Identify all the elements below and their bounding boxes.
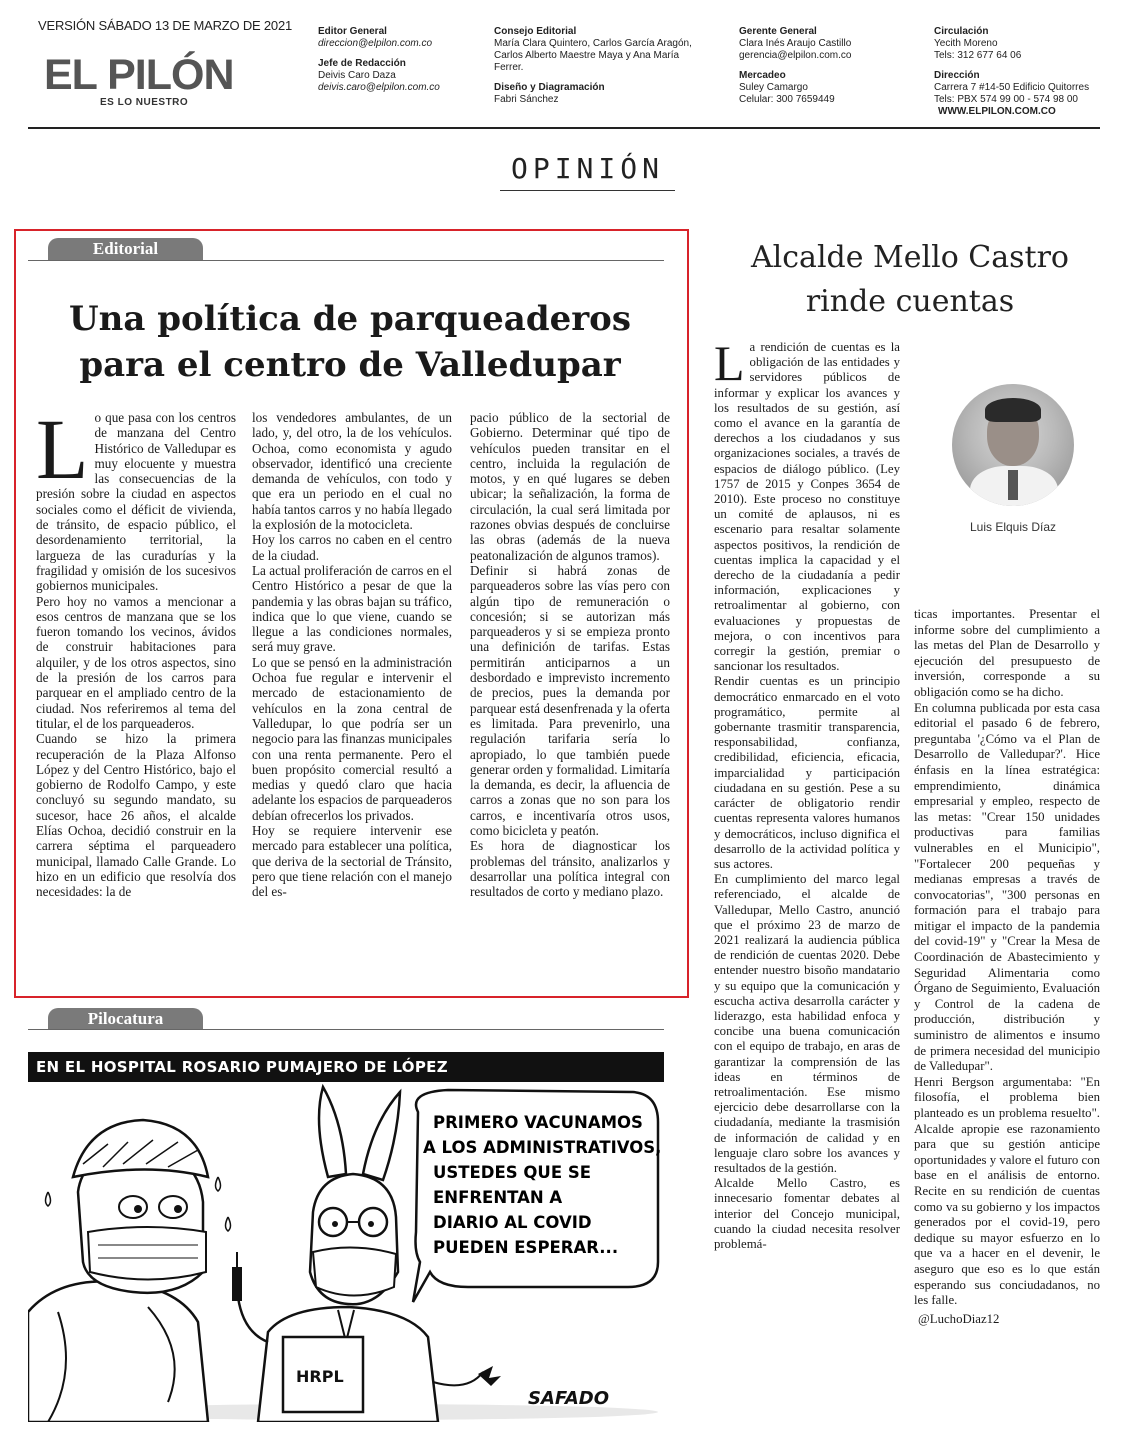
paragraph: pacio público de la sectorial de Gobierno. Determinar qué tipo de vehículos pueden transitar en el centro, incluida la regulación de motos, y en qué lugares se deben ubicar; la señalización, la forma de circulación, la cual será limitada por razones obvias después de concluirse las obras (además de la nueva peatonalización de algunos tramos). xyxy=(470,410,670,563)
donkey-tail xyxy=(433,1372,483,1385)
sweat-drop xyxy=(46,1192,51,1206)
paragraph: Henri Bergson argumentaba: "En filosofía, el problema bien planteado es un problema resuelto". Alcalde apropie ese razonamiento para que su gestión anticipe oportunidades y valore el futuro con base en el análisis de entorno. Recite en su rendición de cuentas como va su gobierno y los impactos generados por el covid-19, pero dedique su mayor esfuerzo en lo que va a hacer en el devenir, le aseguro que eso es lo que están esperando sus conciudadanos, no les falle. xyxy=(914,1074,1100,1308)
paragraph: a rendición de cuentas es la obligación de las entidades y servidores públicos de informar y explicar los avances y los resultados de su gestión, así como el avance en la garantía de derechos a los ciudadanos y sus organizaciones sociales, a través de espacios de diálogo público. (Ley 1757 de 2015 y Conpes 3654 de 2010). Este proceso no constituye un comité de aplausos, ni es escenario para resaltar solamente aspectos positivos, la rendición de cuentas implica la capacidad y el derecho de la ciudadanía a pedir información, explicaciones y retroalimentar al gobierno, con evaluaciones y propuestas de mejora, o con incentivos para corregir la gestión, premiar o sancionar los resultados. xyxy=(714,340,900,674)
staff-email: deivis.caro@elpilon.com.co xyxy=(318,82,440,93)
face-mask xyxy=(88,1227,206,1280)
sweat-drop xyxy=(226,1217,231,1231)
donkey-ear xyxy=(319,1087,346,1177)
section-title-underline xyxy=(500,190,675,191)
headline-line: rinde cuentas xyxy=(805,284,1015,319)
pilocatura-label-rule xyxy=(28,1029,664,1030)
staff-email: direccion@elpilon.com.co xyxy=(318,38,433,49)
staff-block-gerente xyxy=(739,26,909,106)
website-link[interactable]: WWW.ELPILON.COM.CO xyxy=(938,106,1056,117)
cartoon-banner: EN EL HOSPITAL ROSARIO PUMAJERO DE LÓPEZ xyxy=(28,1052,664,1082)
edition-date: VERSIÓN SÁBADO 13 DE MARZO DE 2021 xyxy=(38,18,293,33)
doctor-eye xyxy=(159,1196,187,1218)
doctor-pupil xyxy=(174,1205,182,1213)
author-name: Luis Elquis Díaz xyxy=(969,520,1057,534)
column-body-1 xyxy=(714,335,900,1252)
staff-block-consejo xyxy=(494,26,714,106)
doctor-pupil xyxy=(134,1205,142,1213)
staff-email: gerencia@elpilon.com.co xyxy=(739,50,852,61)
paragraph: Cuando se hizo la primera recuperación de la Plaza Alfonso López y del Centro Histórico, bajo el gobierno de Rodolfo Campo, y este concluyó su segundo mandato, su sucesor, hace 26 años, el alcalde Elías Ochoa, decidió construir en la carrera séptima el parqueadero municipal, llamado Calle Grande. Lo hizo en un edificio que resolvía dos necesidades: la de xyxy=(36,731,236,900)
staff-name: María Clara Quintero, Carlos García Aragón, xyxy=(494,38,692,49)
paragraph: ticas importantes. Presentar el informe sobre del cumplimiento a las metas del Plan de Desarrollo y ejecución del presupuesto de inversión, corresponde a su obligación como se ha dicho. xyxy=(914,607,1100,699)
author-handle: @LuchoDiaz12 xyxy=(918,1311,1000,1326)
staff-title: Circulación xyxy=(934,26,989,37)
donkey-ear xyxy=(363,1092,400,1180)
paragraph: Es hora de diagnosticar los problemas del tránsito, analizarlos y desarrollar una política integral con resultados de corto y mediano plazo. xyxy=(470,838,670,900)
paragraph: Hoy los carros no caben en el centro de la ciudad. xyxy=(252,532,452,563)
tail-tuft xyxy=(478,1366,501,1386)
editorial-column-3 xyxy=(470,410,670,900)
staff-name: Fabri Sánchez xyxy=(494,94,559,105)
photo-hair xyxy=(985,398,1041,422)
surgical-cap xyxy=(73,1120,208,1177)
staff-phone: Tels: PBX 574 99 00 - 574 98 00 xyxy=(934,94,1078,105)
staff-name: Deivis Caro Daza xyxy=(318,70,396,81)
drop-cap: L xyxy=(36,401,89,497)
drop-cap: L xyxy=(714,335,745,391)
paragraph: los vendedores ambulantes, de un lado, y, del otro, la de los vehículos. Ochoa, como economista y agudo observador, identificó una creciente demanda de vehículos, con todo y que era un periodo en el cual no había tantos carros y no había llegado la explosión de la motocicleta. xyxy=(252,410,452,533)
folder-label: HRPL xyxy=(296,1367,344,1386)
editorial-column-2 xyxy=(252,410,452,900)
doctor-coat xyxy=(28,1281,208,1422)
staff-name: Suley Camargo xyxy=(739,82,808,93)
staff-block-circulacion xyxy=(934,26,1104,118)
donkey-arm xyxy=(238,1297,268,1342)
speech-line: A LOS ADMINISTRATIVOS, xyxy=(423,1138,662,1157)
author-photo xyxy=(952,384,1074,506)
speech-line: PRIMERO VACUNAMOS xyxy=(433,1113,643,1132)
section-title: OPINIÓN xyxy=(510,152,664,185)
vaccine-syringe xyxy=(232,1267,242,1301)
sweat-drop xyxy=(216,1177,221,1191)
staff-phone: Tels: 312 677 64 06 xyxy=(934,50,1022,61)
masthead-divider xyxy=(28,127,1100,129)
speech-line: ENFRENTAN A xyxy=(433,1188,563,1207)
paragraph: En columna publicada por esta casa editorial el pasado 6 de febrero, preguntaba '¿Cómo va el Plan de Desarrollo de Valledupar?'. Hice énfasis en la línea estratégica: emprendimiento, dinámica empresarial y empleo, respecto de las metas: "Crear 150 unidades productivas para familias vulnerables en el Municipio", "Fortalecer 200 pequeñas y medianas empresas a través de convocatorias", "300 personas en formación para el trabajo para mitigar el impacto de la pandemia del covid-19" y "Crear la Mesa de Coordinación de Abastecimiento y Seguridad Alimentaria como Órgano de Seguimiento, Evaluación y Control de la cadena de producción, distribución y suministro de alimentos e insumo de primera necesidad del municipio de Valledupar". xyxy=(914,700,1100,1074)
donkey-mask xyxy=(313,1247,396,1295)
pilocatura-label: Pilocatura xyxy=(48,1008,203,1030)
paragraph: Rendir cuentas es un principio democrático enmarcado en el voto programático, permite al gobernante trasmitir transparencia, responsabilidad, confianza, credibilidad, eficiencia, eficacia, imparcialidad y participación ciudadana en su gestión. Pese a su carácter de obligatorio rendir cuentas representa valores humanos y democráticos, incluso dignifica el desarrollo de la actividad política y sus actores. xyxy=(714,674,900,871)
staff-name: Carlos Alberto Maestre Maya y Ana María xyxy=(494,50,680,61)
paragraph: En cumplimiento del marco legal referenciado, el alcalde de Valledupar, Mello Castro, anunció que el próximo 23 de marzo de 2021 realizará la audiencia pública de rendición de cuentas 2020. Debe entender nuestro bisoño mandatario y su equipo que la comunicación y escucha activa desarrolla carácter y liderazgo, esta habilidad enfoca y concibe una buena comunicación con el equipo de trabajo, en aras de garantizar la comprensión de las ideas en términos de retroalimentación. Ese mismo ejercicio debe desarrollarse con la ciudadanía, mediante la trasmisión de información de calidad y en lenguaje claro sobre los avances y resultados de la gestión. xyxy=(714,872,900,1175)
donkey-pupil xyxy=(332,1221,338,1227)
speech-line: PUEDEN ESPERAR... xyxy=(433,1238,619,1257)
speech-line: DIARIO AL COVID xyxy=(433,1213,592,1232)
staff-title: Gerente General xyxy=(739,26,817,37)
logo-tagline: ES LO NUESTRO xyxy=(100,97,189,108)
staff-address: Carrera 7 #14-50 Edificio Quitorres xyxy=(934,82,1090,93)
staff-title: Diseño y Diagramación xyxy=(494,82,605,93)
paragraph: Pero hoy no vamos a mencionar a esos centros de manzana que se los fueron tomando los vecinos, ávidos de construir habitaciones para alquiler, y de los otros aspectos, sino de la presión de los carros para parquear en el ampliado centro de la ciudad. Nos referiremos al tema del titular, el de los parqueaderos. xyxy=(36,593,236,731)
paragraph: Definir si habrá zonas de parqueaderos sobre las vías pero con algún tipo de remuneración o concesión; si se autorizan más parqueaderos y si se empieza pronto una definición de tarifas. Estas permitirán anticiparnos a un desbordado e imprevisto incremento de precios, pues la demanda por parquear está desenfrenada y la oferta es limitada. Para prevenirlo, una regulación tarifaria sería lo apropiado, lo que también puede generar orden y formalidad. Limitaría la demanda, es decir, la afluencia de carros a zonas que no son para los carros, e incentivaría otros usos, como bicicleta y peatón. xyxy=(470,562,670,839)
cartoon xyxy=(28,1082,664,1422)
column-body-2 xyxy=(914,607,1100,1327)
donkey-pupil xyxy=(368,1221,374,1227)
column-headline xyxy=(722,236,1098,324)
paragraph: Hoy se requiere intervenir ese mercado para establecer una política, que deriva de la sectorial de Tránsito, pero que tiene relación con el manejo del es- xyxy=(252,823,452,900)
paragraph: Lo que se pensó en la administración Ochoa fue regular e intervenir el mercado de estacionamiento de vehículos en la zona central de Valledupar, lo que podría ser un negocio para las finanzas municipales con una renta permanente. Pero el buen propósito comercial resultó a medias y quedó claro que hacia adelante los espacios de parqueaderos debían ofrecerlos los privados. xyxy=(252,654,452,823)
editorial-label: Editorial xyxy=(48,238,203,260)
editorial-headline xyxy=(40,296,660,388)
staff-block-editor xyxy=(318,26,478,94)
staff-name: Yecith Moreno xyxy=(934,38,998,49)
editorial-label-rule xyxy=(28,260,664,261)
staff-title: Mercadeo xyxy=(739,70,786,81)
speech-line: USTEDES QUE SE xyxy=(433,1163,591,1182)
newspaper-logo: EL PILÓN xyxy=(44,51,234,99)
staff-title: Dirección xyxy=(934,70,980,81)
paragraph: La actual proliferación de carros en el Centro Histórico a pesar de que la pandemia y las obras bajan su tráfico, indica que lo que viene, cuando se llegue a las condiciones normales, será muy grave. xyxy=(252,562,452,655)
staff-title: Editor General xyxy=(318,26,387,37)
headline-line: Alcalde Mello Castro xyxy=(751,240,1069,275)
doctor-eye xyxy=(119,1196,147,1218)
staff-title: Jefe de Redacción xyxy=(318,58,406,69)
editorial-column-1 xyxy=(36,401,236,900)
paragraph: o que pasa con los centros de manzana del Centro Histórico de Valledupar es muy elocuente y muestra las consecuencias de la presión sobre la ciudad en aspectos sociales como el déficit de vivienda, de tránsito, de espacio público, el desordenamiento territorial, la largueza de las curadurías y la fragilidad y omisión de los sucesivos gobiernos municipales. xyxy=(36,410,236,594)
staff-name: Clara Inés Araujo Castillo xyxy=(739,38,852,49)
staff-phone: Celular: 300 7659449 xyxy=(739,94,835,105)
headline-line: para el centro de Valledupar xyxy=(79,345,621,385)
paragraph: Alcalde Mello Castro, es innecesario fomentar debates al interior del Concejo municipal, cuando la ciudad necesita resolver problemá- xyxy=(714,1176,900,1251)
staff-name: Ferrer. xyxy=(494,62,524,73)
artist-signature: SAFADO xyxy=(528,1388,610,1409)
photo-tie xyxy=(1008,470,1018,500)
headline-line: Una política de parqueaderos xyxy=(69,299,631,339)
staff-title: Consejo Editorial xyxy=(494,26,577,37)
cartoon-drawing xyxy=(28,1082,664,1422)
